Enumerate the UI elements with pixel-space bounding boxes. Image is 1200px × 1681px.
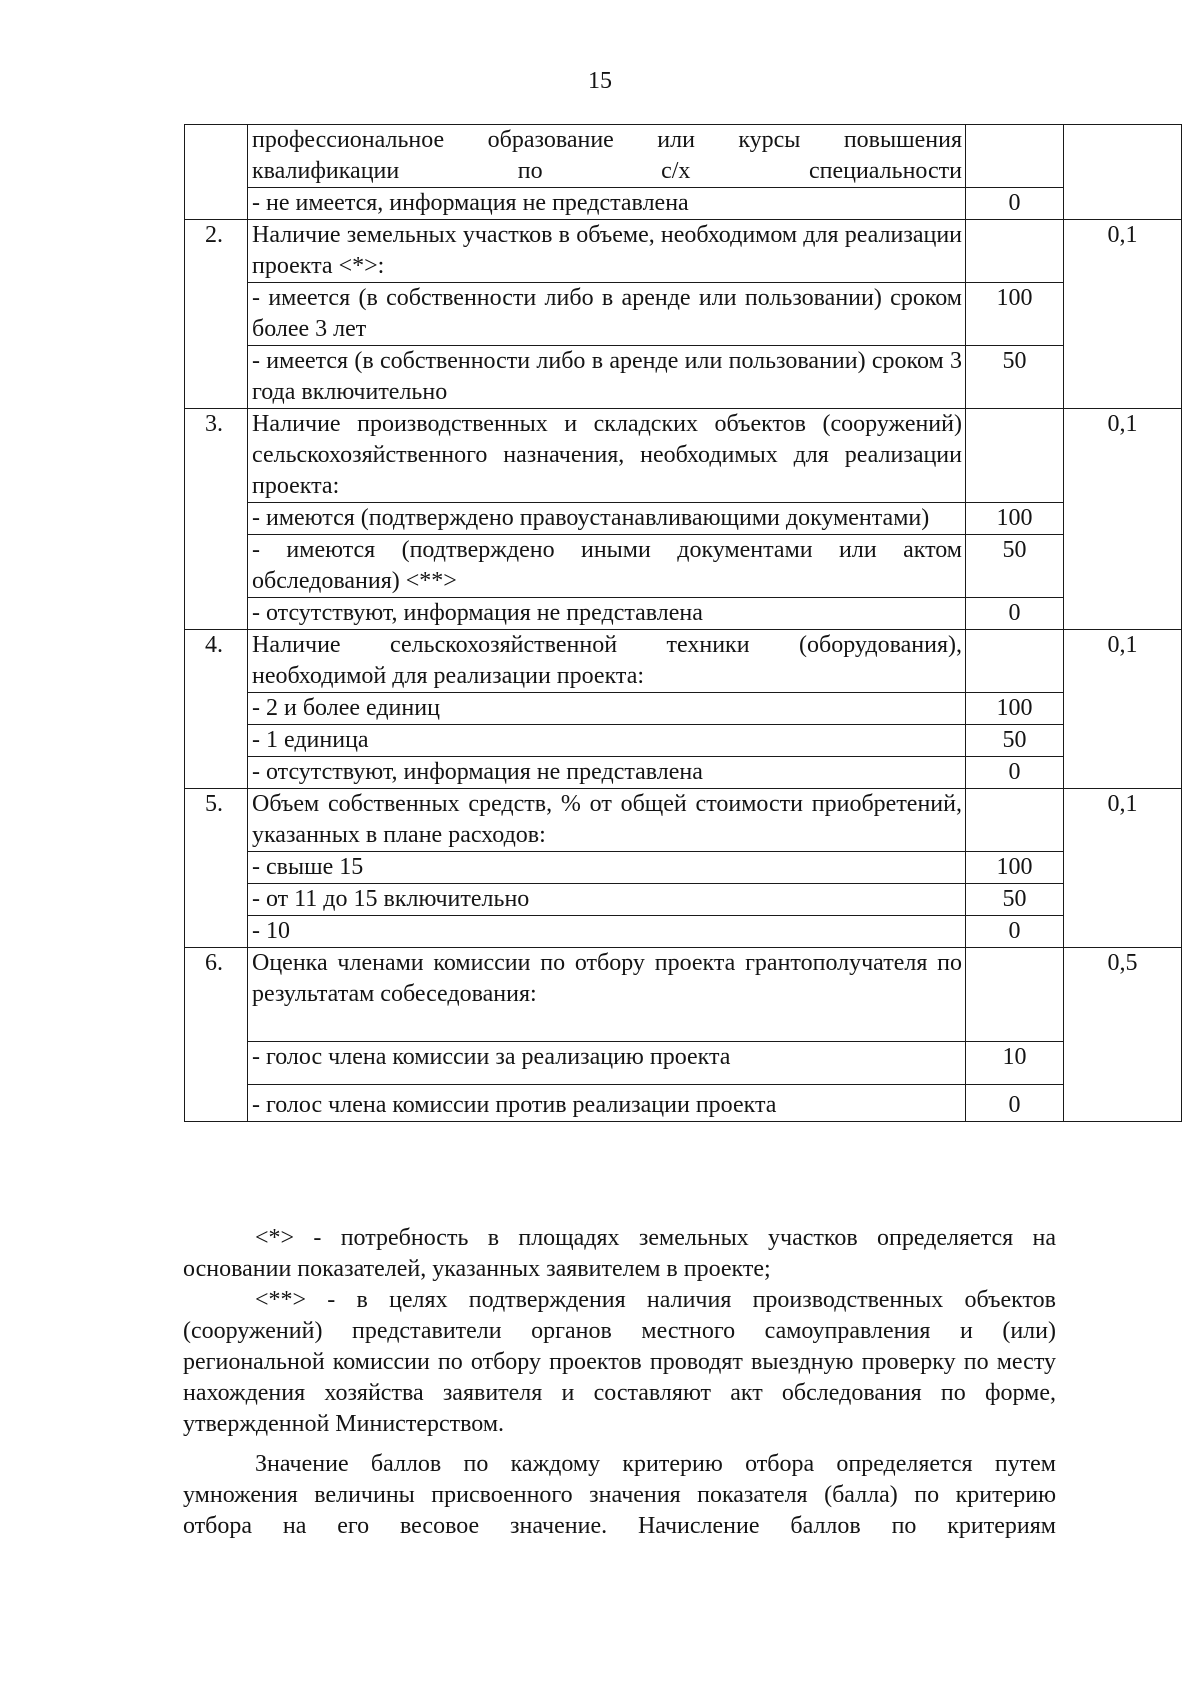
criterion-description: Наличие сельскохозяйственной техники (оборудования), необходимой для реализации проекта: — [248, 630, 966, 693]
criterion-score: 50 — [966, 346, 1064, 409]
criterion-score: 0 — [966, 757, 1064, 789]
criterion-score — [966, 409, 1064, 503]
criterion-score — [966, 948, 1064, 1042]
criterion-description: Наличие земельных участков в объеме, необходимом для реализации проекта <*>: — [248, 220, 966, 283]
criterion-option: - отсутствуют, информация не представлена — [248, 757, 966, 789]
table-row — [185, 220, 1182, 283]
page-number: 15 — [588, 68, 612, 94]
criterion-option: - голос члена комиссии за реализацию проекта — [248, 1042, 966, 1085]
criterion-number — [185, 125, 248, 220]
criterion-number: 6. — [185, 948, 248, 1122]
criterion-option: - не имеется, информация не представлена — [248, 188, 966, 220]
table-row — [185, 409, 1182, 503]
criterion-description: Оценка членами комиссии по отбору проекта грантополучателя по результатам собеседования: — [248, 948, 966, 1042]
criterion-score: 100 — [966, 283, 1064, 346]
table-row — [185, 503, 1182, 535]
closing-paragraph: Значение баллов по каждому критерию отбора определяется путем умножения величины присвоенного значения показателя (балла) по критерию отбора на его весовое значение. Начисление баллов по критериям — [183, 1451, 1056, 1539]
criterion-option: - имеется (в собственности либо в аренде или пользовании) сроком более 3 лет — [248, 283, 966, 346]
table-row — [185, 125, 1182, 188]
criterion-option: - 1 единица — [248, 725, 966, 757]
criterion-weight: 0,5 — [1064, 948, 1182, 1122]
criterion-number: 2. — [185, 220, 248, 409]
table-row — [185, 725, 1182, 757]
criterion-description: Наличие производственных и складских объектов (сооружений) сельскохозяйственного назначения, необходимых для реализации проекта: — [248, 409, 966, 503]
criterion-option: - имеется (в собственности либо в аренде или пользовании) сроком 3 года включительно — [248, 346, 966, 409]
criterion-score: 0 — [966, 598, 1064, 630]
table-row — [185, 346, 1182, 409]
table-row — [185, 916, 1182, 948]
criteria-table — [184, 124, 1182, 1122]
table-row — [185, 630, 1182, 693]
table-row — [185, 1042, 1182, 1085]
criterion-score — [966, 220, 1064, 283]
table-row — [185, 1085, 1182, 1122]
criterion-score: 50 — [966, 725, 1064, 757]
criterion-score — [966, 630, 1064, 693]
footnotes — [183, 1223, 1056, 1440]
criterion-weight: 0,1 — [1064, 409, 1182, 630]
criterion-number: 3. — [185, 409, 248, 630]
criterion-weight — [1064, 125, 1182, 220]
criterion-weight: 0,1 — [1064, 220, 1182, 409]
closing-section — [183, 1449, 1056, 1542]
criterion-score: 0 — [966, 188, 1064, 220]
table-row — [185, 789, 1182, 852]
criterion-score: 100 — [966, 503, 1064, 535]
criterion-score: 50 — [966, 535, 1064, 598]
criterion-weight: 0,1 — [1064, 789, 1182, 948]
criterion-score: 100 — [966, 693, 1064, 725]
criterion-weight: 0,1 — [1064, 630, 1182, 789]
criterion-option: - имеются (подтверждено правоустанавливающими документами) — [248, 503, 966, 535]
criterion-number: 4. — [185, 630, 248, 789]
criterion-score: 10 — [966, 1042, 1064, 1085]
table-row — [185, 283, 1182, 346]
criterion-score — [966, 125, 1064, 188]
table-row — [185, 852, 1182, 884]
footnote-land: <*> - потребность в площадях земельных участков определяется на основании показателей, указанных заявителем в проекте; — [183, 1225, 1056, 1282]
table-row — [185, 535, 1182, 598]
criterion-description: Объем собственных средств, % от общей стоимости приобретений, указанных в плане расходов: — [248, 789, 966, 852]
criterion-score: 0 — [966, 916, 1064, 948]
criterion-score: 100 — [966, 852, 1064, 884]
table-row — [185, 598, 1182, 630]
table-row — [185, 948, 1182, 1042]
table-row — [185, 188, 1182, 220]
criterion-option: - свыше 15 — [248, 852, 966, 884]
table-row — [185, 757, 1182, 789]
footnote-inspection: <**> - в целях подтверждения наличия производственных объектов (сооружений) представители органов местного самоуправления и (или) региональной комиссии по отбору проектов проводят выездную проверку по месту нахождения хозяйства заявителя и составляют акт обследования по форме, утвержденной Министерством. — [183, 1287, 1056, 1437]
criterion-number: 5. — [185, 789, 248, 948]
table-row — [185, 693, 1182, 725]
criterion-option: - от 11 до 15 включительно — [248, 884, 966, 916]
criterion-option: - 2 и более единиц — [248, 693, 966, 725]
criterion-option: - отсутствуют, информация не представлена — [248, 598, 966, 630]
criterion-option: - голос члена комиссии против реализации проекта — [248, 1085, 966, 1122]
criterion-description: профессиональное образование или курсы повышения квалификации по с/х специальности — [248, 125, 966, 188]
criterion-score — [966, 789, 1064, 852]
criterion-score: 0 — [966, 1085, 1064, 1122]
criterion-score: 50 — [966, 884, 1064, 916]
table-row — [185, 884, 1182, 916]
criterion-option: - имеются (подтверждено иными документами или актом обследования) <**> — [248, 535, 966, 598]
criterion-option: - 10 — [248, 916, 966, 948]
